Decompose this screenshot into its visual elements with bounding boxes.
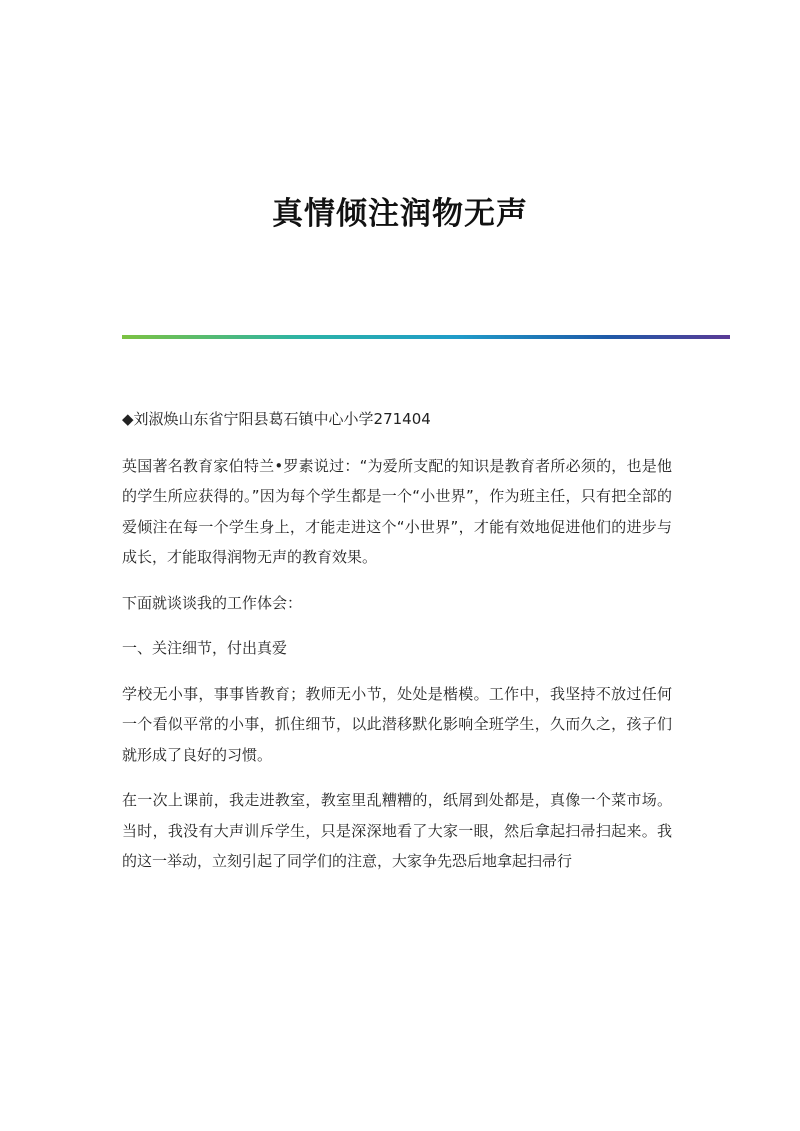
paragraph-body: 在一次上课前，我走进教室，教室里乱糟糟的，纸屑到处都是，真像一个菜市场。当时，我没有大声训斥学生，只是深深地看了大家一眼，然后拿起扫帚扫起来。我的这一举动，立刻引起了同学们的注意，大家争先恐后地拿起扫帚行 bbox=[122, 791, 672, 870]
paragraph-lead-in: 下面就谈谈我的工作体会： bbox=[122, 593, 303, 612]
section-heading: 一、关注细节，付出真爱 bbox=[122, 639, 288, 657]
paragraph-body: 学校无小事，事事皆教育；教师无小节，处处是楷模。工作中，我坚持不放过任何一个看似平常的小事，抓住细节，以此潜移默化影响全班学生，久而久之，孩子们就形成了良好的习惯。 bbox=[122, 684, 672, 764]
paragraph-intro: 英国著名教育家伯特兰•罗素说过：“为爱所支配的知识是教育者所必须的，也是他的学生所应获得的。”因为每个学生都是一个“小世界”，作为班主任，只有把全部的爱倾注在每一个学生身上，才能走进这个“小世界”，才能有效地促进他们的进步与成长，才能取得润物无声的教育效果。 bbox=[122, 456, 672, 566]
author-line: ◆刘淑焕山东省宁阳县葛石镇中心小学271404 bbox=[122, 410, 431, 428]
document-title: 真情倾注润物无声 bbox=[272, 196, 528, 232]
title-divider bbox=[122, 335, 730, 339]
document-body bbox=[122, 404, 672, 892]
